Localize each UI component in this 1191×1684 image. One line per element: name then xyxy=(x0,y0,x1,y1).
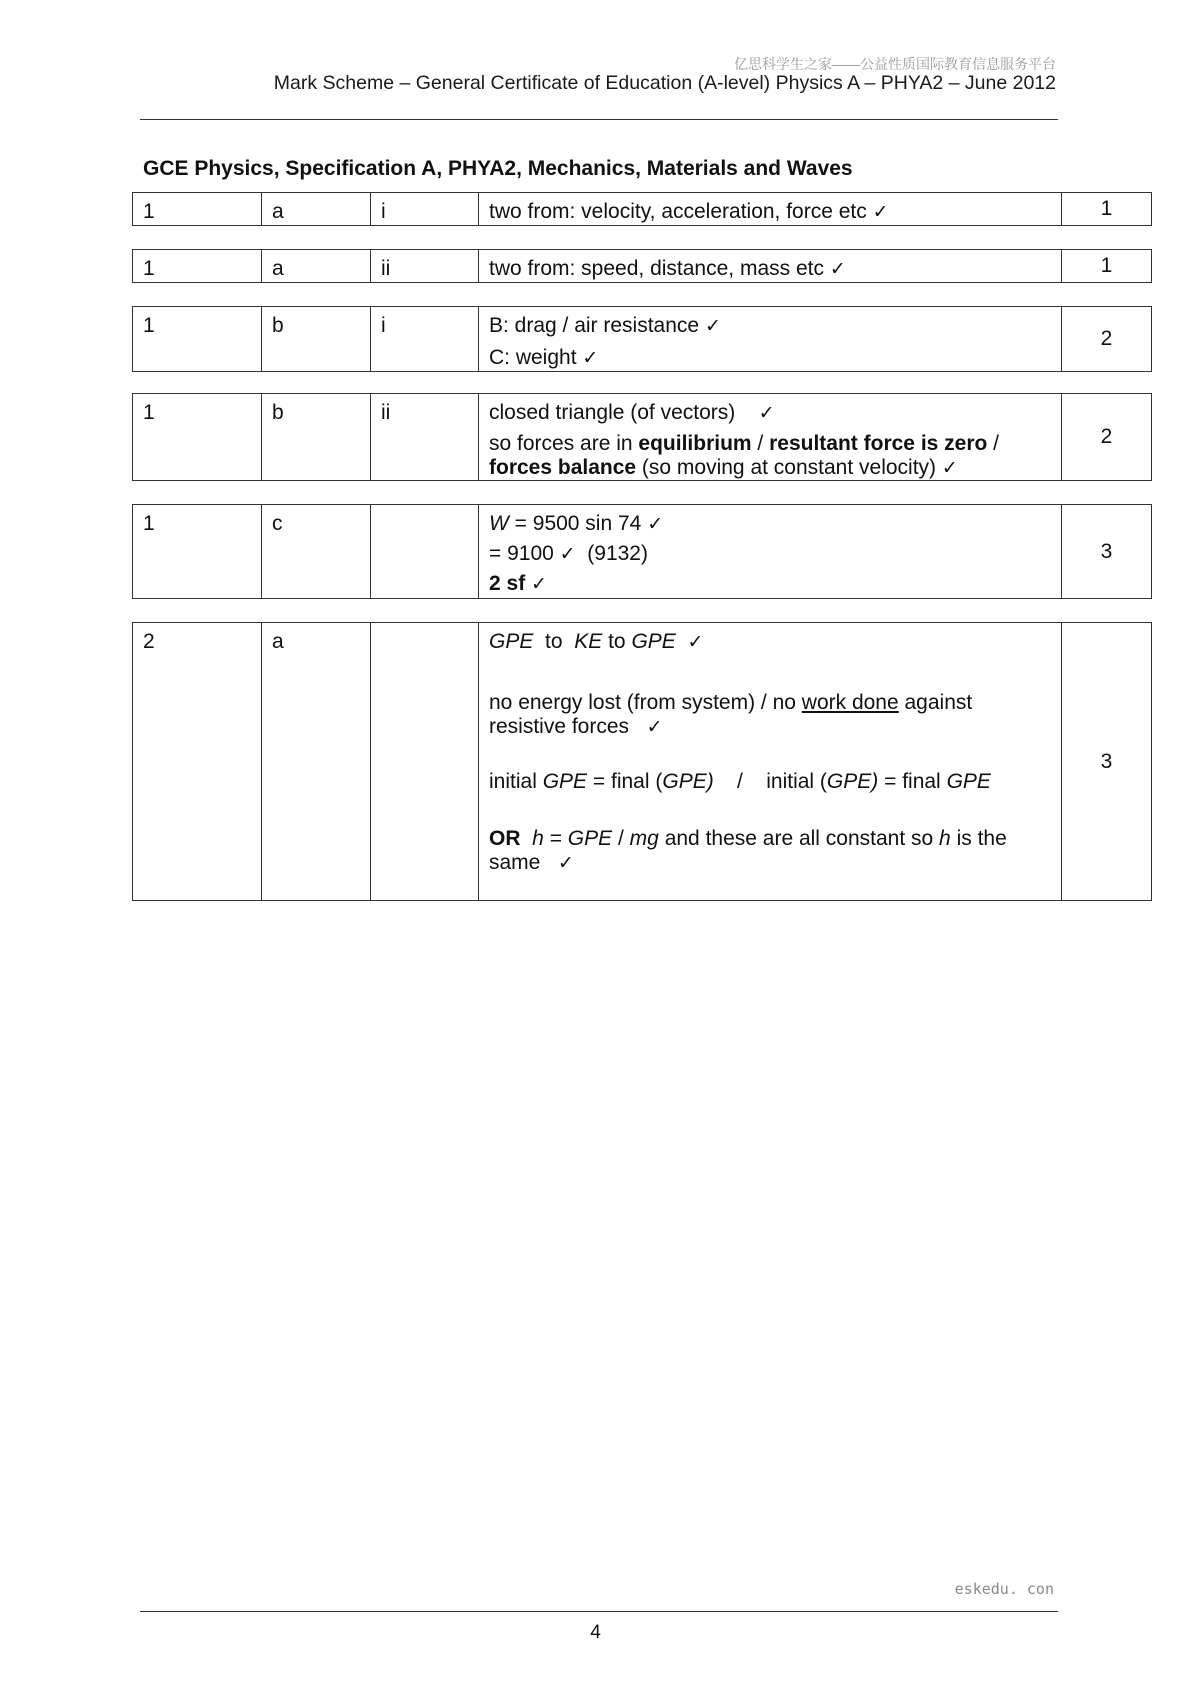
answer-cell xyxy=(479,505,1062,599)
tick-icon: ✓ xyxy=(704,315,721,337)
tick-icon: ✓ xyxy=(531,573,547,595)
marks-cell: 3 xyxy=(1062,505,1152,599)
footer-site: eskedu. con xyxy=(954,1580,1054,1598)
question-number: 1 xyxy=(133,250,262,283)
answer-line: GPE to KE to GPE ✓ xyxy=(489,630,704,653)
question-part: b xyxy=(262,394,371,481)
question-number: 1 xyxy=(133,505,262,599)
tick-icon: ✓ xyxy=(758,402,775,424)
tick-icon: ✓ xyxy=(829,258,846,280)
question-subpart xyxy=(371,505,479,599)
answer-line: closed triangle (of vectors) ✓ xyxy=(489,401,775,424)
question-subpart: i xyxy=(371,307,479,372)
answer-cell xyxy=(479,250,1062,283)
mark-row-1b-ii xyxy=(132,393,1152,481)
mark-row-1a-i xyxy=(132,192,1152,226)
tick-icon: ✓ xyxy=(647,513,664,535)
question-number: 1 xyxy=(133,307,262,372)
tick-icon: ✓ xyxy=(559,543,576,565)
header-divider xyxy=(140,119,1058,120)
marks-cell: 1 xyxy=(1062,193,1152,226)
tick-icon: ✓ xyxy=(872,201,889,223)
question-part: a xyxy=(262,623,371,901)
answer-line: B: drag / air resistance ✓ xyxy=(489,314,721,337)
answer-text: two from: speed, distance, mass etc xyxy=(489,257,824,280)
question-number: 1 xyxy=(133,394,262,481)
marks-cell: 2 xyxy=(1062,394,1152,481)
question-number: 1 xyxy=(133,193,262,226)
answer-line: no energy lost (from system) / no work done against resistive forces ✓ xyxy=(489,691,973,738)
tick-icon: ✓ xyxy=(557,852,574,874)
tick-icon: ✓ xyxy=(687,631,704,653)
answer-cell xyxy=(479,307,1062,372)
page-number: 4 xyxy=(590,1622,601,1643)
tick-icon: ✓ xyxy=(646,716,663,738)
section-title: GCE Physics, Specification A, PHYA2, Mechanics, Materials and Waves xyxy=(143,157,853,180)
question-subpart: ii xyxy=(371,250,479,283)
mark-row-1c xyxy=(132,504,1152,599)
marks-cell: 3 xyxy=(1062,623,1152,901)
mark-row-2a xyxy=(132,622,1152,901)
answer-line: C: weight ✓ xyxy=(489,346,599,369)
answer-line: initial GPE = final (GPE) / initial (GPE) = final GPE xyxy=(489,770,991,793)
header-title: Mark Scheme – General Certificate of Education (A-level) Physics A – PHYA2 – June 2012 xyxy=(273,72,1056,94)
header-watermark: 亿思科学生之家——公益性质国际教育信息服务平台 xyxy=(734,56,1056,72)
answer-line: 2 sf ✓ xyxy=(489,572,547,595)
question-subpart: ii xyxy=(371,394,479,481)
marks-cell: 1 xyxy=(1062,250,1152,283)
answer-line: W = 9500 sin 74 ✓ xyxy=(489,512,664,535)
mark-row-1a-ii xyxy=(132,249,1152,283)
marks-cell: 2 xyxy=(1062,307,1152,372)
answer-cell xyxy=(479,193,1062,226)
question-subpart xyxy=(371,623,479,901)
answer-cell xyxy=(479,623,1062,901)
question-subpart: i xyxy=(371,193,479,226)
question-part: b xyxy=(262,307,371,372)
answer-line: = 9100 ✓ (9132) xyxy=(489,542,648,565)
answer-line: so forces are in equilibrium / resultant force is zero / forces balance (so moving at constant velocity) ✓ xyxy=(489,432,1000,479)
question-part: c xyxy=(262,505,371,599)
tick-icon: ✓ xyxy=(582,347,599,369)
question-part: a xyxy=(262,193,371,226)
question-number: 2 xyxy=(133,623,262,901)
question-part: a xyxy=(262,250,371,283)
mark-row-1b-i xyxy=(132,306,1152,372)
tick-icon: ✓ xyxy=(941,457,958,479)
answer-cell xyxy=(479,394,1062,481)
answer-text: two from: velocity, acceleration, force etc xyxy=(489,200,867,223)
footer-divider xyxy=(140,1611,1058,1612)
answer-line: OR h = GPE / mg and these are all constant so h is the same ✓ xyxy=(489,827,1007,874)
